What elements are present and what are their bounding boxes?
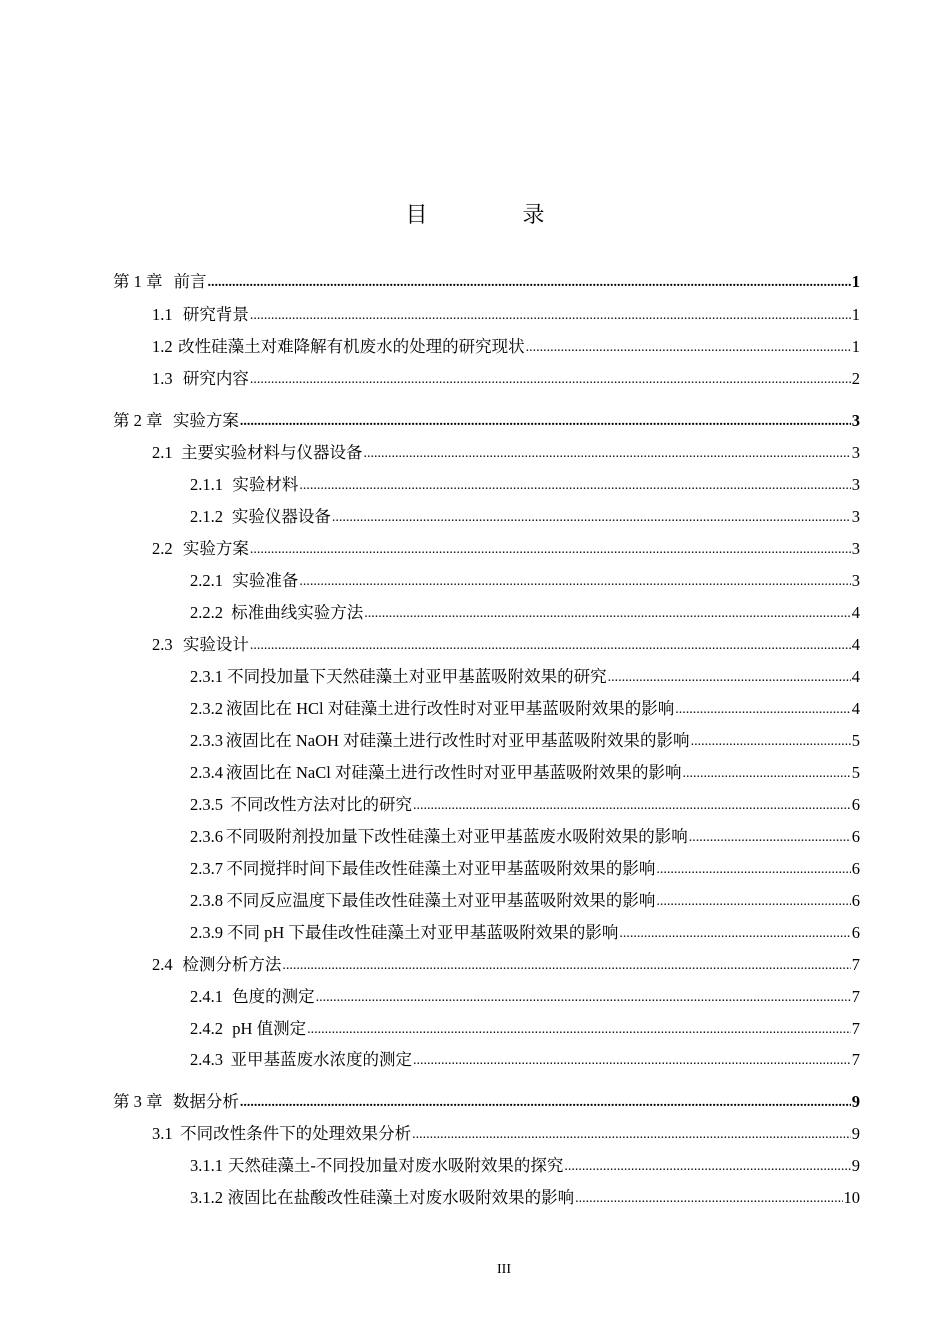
toc-entry-page: 4 — [851, 635, 860, 654]
toc-dot-leader — [240, 1094, 851, 1112]
toc-entry-number: 2.3.1 — [190, 667, 223, 686]
toc-entry-number: 第 3 章 — [113, 1092, 163, 1111]
toc-dot-leader — [682, 765, 850, 783]
toc-entry[interactable] — [190, 503, 860, 527]
toc-entry[interactable] — [152, 535, 860, 559]
toc-dot-leader — [608, 669, 851, 687]
toc-entry-number: 第 1 章 — [113, 272, 163, 291]
toc-entry-label: 实验准备 — [232, 571, 299, 590]
toc-entry-page: 3 — [851, 539, 860, 558]
toc-entry-label: 研究背景 — [182, 305, 249, 324]
toc-entry-label: 主要实验材料与仪器设备 — [180, 443, 363, 462]
toc-entry[interactable] — [152, 951, 860, 975]
toc-entry[interactable] — [152, 365, 860, 389]
toc-title: 目 录 — [405, 203, 589, 228]
toc-dot-leader — [250, 637, 851, 655]
toc-entry-label: 不同改性条件下的处理效果分析 — [180, 1124, 412, 1143]
toc-entry-page: 3 — [851, 475, 860, 494]
toc-entry-page: 1 — [851, 272, 860, 291]
toc-entry-number: 1.2 — [152, 337, 173, 356]
toc-dot-leader — [250, 307, 851, 325]
toc-entry-label: 不同投加量下天然硅藻土对亚甲基蓝吸附效果的研究 — [227, 667, 607, 686]
toc-entry-number: 2.3.6 — [190, 827, 223, 846]
toc-entry-page: 7 — [851, 955, 860, 974]
toc-entry-number: 2.2.1 — [190, 571, 223, 590]
toc-dot-leader — [564, 1158, 850, 1176]
toc-dot-leader — [282, 957, 850, 975]
toc-entry-label: 液固比在盐酸改性硅藻土对废水吸附效果的影响 — [227, 1188, 575, 1207]
toc-entry-page: 4 — [851, 667, 860, 686]
toc-entry[interactable] — [190, 471, 860, 495]
toc-entry-number: 2.4.3 — [190, 1050, 223, 1069]
toc-entry-page: 6 — [851, 891, 860, 910]
toc-entry-page: 1 — [851, 337, 860, 356]
toc-entry-label: 实验方案 — [172, 411, 239, 430]
toc-entry-number: 2.1 — [152, 443, 173, 462]
toc-entry-page: 7 — [851, 1019, 860, 1038]
toc-entry-page: 10 — [843, 1188, 860, 1207]
toc-entry[interactable] — [190, 887, 860, 911]
toc-entry[interactable] — [190, 695, 860, 719]
toc-entry-label: 亚甲基蓝废水浓度的测定 — [230, 1050, 412, 1069]
toc-dot-leader — [413, 1052, 851, 1070]
toc-entry-label: 实验方案 — [182, 539, 249, 558]
toc-dot-leader — [413, 797, 851, 815]
toc-dot-leader — [250, 541, 851, 559]
toc-entry[interactable] — [190, 855, 860, 879]
toc-entry-number: 2.2.2 — [190, 603, 223, 622]
toc-entry-label: 实验材料 — [232, 475, 299, 494]
toc-dot-leader — [240, 413, 851, 431]
toc-entry-label: 不同 pH 下最佳改性硅藻土对亚甲基蓝吸附效果的影响 — [226, 923, 619, 942]
toc-entry-label: 液固比在 HCl 对硅藻土进行改性时对亚甲基蓝吸附效果的影响 — [226, 699, 675, 718]
toc-entry-page: 4 — [851, 603, 860, 622]
toc-entry[interactable] — [190, 1015, 860, 1039]
toc-entry-label: 不同改性方法对比的研究 — [230, 795, 412, 814]
toc-entry[interactable] — [190, 663, 860, 687]
toc-entry-number: 2.3.9 — [190, 923, 223, 942]
toc-entry-label: 天然硅藻土-不同投加量对废水吸附效果的探究 — [227, 1156, 564, 1175]
toc-entry-number: 2.4 — [152, 955, 173, 974]
toc-dot-leader — [316, 989, 851, 1007]
toc-dot-leader — [656, 861, 850, 879]
toc-entry-page: 6 — [851, 827, 860, 846]
toc-entry-page: 7 — [851, 1050, 860, 1069]
toc-dot-leader — [656, 893, 850, 911]
toc-entry-label: 不同搅拌时间下最佳改性硅藻土对亚甲基蓝吸附效果的影响 — [226, 859, 656, 878]
toc-dot-leader — [691, 733, 851, 751]
toc-dot-leader — [364, 605, 850, 623]
toc-entry-page: 6 — [851, 859, 860, 878]
toc-entry[interactable] — [190, 759, 860, 783]
toc-entry-page: 3 — [851, 571, 860, 590]
toc-entry[interactable] — [190, 983, 860, 1007]
toc-entry-page: 3 — [851, 411, 860, 430]
toc-entry-label: 改性硅藻土对难降解有机废水的处理的研究现状 — [178, 337, 525, 356]
toc-entry[interactable] — [190, 727, 860, 751]
toc-entry-page: 2 — [851, 369, 860, 388]
toc-entry-number: 2.4.1 — [190, 987, 223, 1006]
toc-entry-number: 2.4.2 — [190, 1019, 223, 1038]
toc-dot-leader — [307, 1021, 851, 1039]
toc-entry[interactable] — [190, 791, 860, 815]
toc-entry[interactable] — [113, 268, 860, 292]
toc-dot-leader — [575, 1190, 842, 1208]
toc-dot-leader — [299, 573, 850, 591]
toc-entry-label: 不同反应温度下最佳改性硅藻土对亚甲基蓝吸附效果的影响 — [226, 891, 656, 910]
toc-entry[interactable] — [190, 1152, 860, 1176]
toc-entry-label: 实验仪器设备 — [231, 507, 331, 526]
toc-entry-number: 2.3.3 — [190, 731, 223, 750]
toc-entry-page: 5 — [851, 763, 860, 782]
toc-entry-number: 2.3.2 — [190, 699, 223, 718]
toc-entry-number: 3.1.1 — [190, 1156, 223, 1175]
toc-entry[interactable] — [152, 631, 860, 655]
toc-dot-leader — [363, 445, 850, 463]
toc-entry-page: 9 — [851, 1092, 860, 1111]
toc-entry-page: 6 — [851, 795, 860, 814]
toc-dot-leader — [689, 829, 851, 847]
toc-entry-label: pH 值测定 — [232, 1019, 307, 1038]
toc-entry-number: 1.3 — [152, 369, 173, 388]
toc-entry-label: 检测分析方法 — [182, 955, 282, 974]
toc-entry[interactable] — [190, 1184, 860, 1208]
toc-entry-number: 3.1 — [152, 1124, 173, 1143]
toc-dot-leader — [619, 925, 850, 943]
toc-entry-page: 7 — [851, 987, 860, 1006]
toc-entry-number: 2.3.8 — [190, 891, 223, 910]
toc-entry-page: 5 — [851, 731, 860, 750]
toc-entry-number: 2.3.7 — [190, 859, 223, 878]
toc-entry-label: 色度的测定 — [232, 987, 315, 1006]
toc-entry-page: 9 — [851, 1156, 860, 1175]
toc-entry[interactable] — [190, 823, 860, 847]
toc-entry-page: 1 — [851, 305, 860, 324]
page-number: III — [497, 1262, 511, 1277]
toc-entry-label: 标准曲线实验方法 — [231, 603, 364, 622]
toc-entry[interactable] — [152, 439, 860, 463]
toc-entry-page: 3 — [851, 507, 860, 526]
toc-entry-label: 研究内容 — [182, 369, 249, 388]
toc-entry-number: 1.1 — [152, 305, 173, 324]
toc-entry-label: 前言 — [173, 272, 207, 291]
toc-entry-label: 液固比在 NaCl 对硅藻土进行改性时对亚甲基蓝吸附效果的影响 — [225, 763, 682, 782]
toc-entry-number: 第 2 章 — [113, 411, 163, 430]
toc-dot-leader — [412, 1126, 851, 1144]
toc-entry-page: 6 — [851, 923, 860, 942]
toc-entry[interactable] — [113, 1088, 860, 1112]
toc-entry-page: 3 — [851, 443, 860, 462]
toc-entry[interactable] — [152, 1120, 860, 1144]
toc-dot-leader — [207, 274, 850, 292]
toc-dot-leader — [675, 701, 850, 719]
toc-entry-number: 2.3 — [152, 635, 173, 654]
toc-entry[interactable] — [152, 333, 860, 357]
toc-entry-number: 3.1.2 — [190, 1188, 223, 1207]
toc-entry[interactable] — [113, 407, 860, 431]
toc-dot-leader — [299, 477, 850, 495]
toc-entry-label: 实验设计 — [182, 635, 249, 654]
toc-entry-label: 数据分析 — [172, 1092, 239, 1111]
toc-entry[interactable] — [190, 567, 860, 591]
toc-entry-number: 2.3.5 — [190, 795, 223, 814]
toc-entry[interactable] — [152, 301, 860, 325]
toc-entry[interactable] — [190, 599, 860, 623]
toc-entry-number: 2.2 — [152, 539, 173, 558]
toc-entry-number: 2.3.4 — [190, 763, 223, 782]
toc-entry[interactable] — [190, 1046, 860, 1070]
toc-entry-label: 不同吸附剂投加量下改性硅藻土对亚甲基蓝废水吸附效果的影响 — [225, 827, 688, 846]
toc-entry-label: 液固比在 NaOH 对硅藻土进行改性时对亚甲基蓝吸附效果的影响 — [225, 731, 690, 750]
toc-entry-page: 4 — [851, 699, 860, 718]
toc-dot-leader — [332, 509, 851, 527]
toc-entry-number: 2.1.1 — [190, 475, 223, 494]
toc-entry-page: 9 — [851, 1124, 860, 1143]
toc-entry[interactable] — [190, 919, 860, 943]
toc-entry-number: 2.1.2 — [190, 507, 223, 526]
toc-dot-leader — [250, 371, 851, 389]
toc-dot-leader — [526, 339, 851, 357]
